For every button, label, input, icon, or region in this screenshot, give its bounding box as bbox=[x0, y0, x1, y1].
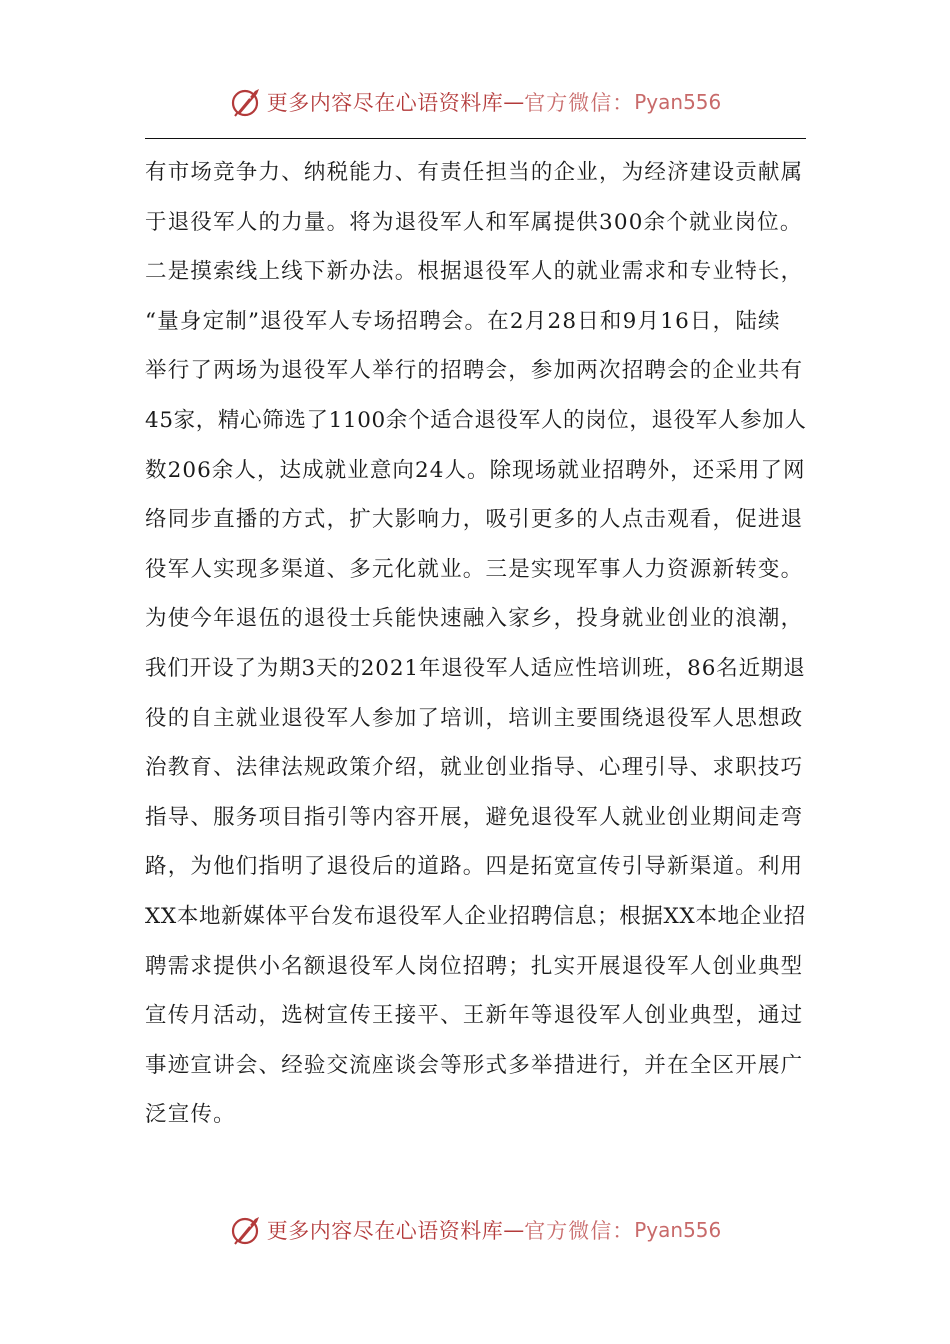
header-wechat-id: Pyan556 bbox=[634, 90, 722, 114]
header-rule bbox=[145, 138, 806, 139]
header-brand-text: 更多内容尽在心语资料库 bbox=[266, 91, 504, 115]
document-body bbox=[145, 148, 806, 1140]
quill-pen-logo-icon bbox=[229, 1213, 263, 1247]
footer-separator: — bbox=[503, 1218, 525, 1242]
body-line: 有市场竞争力、纳税能力、有责任担当的企业，为经济建设贡献属 bbox=[145, 160, 804, 185]
footer-brand-text: 更多内容尽在心语资料库 bbox=[266, 1219, 504, 1243]
body-line: 指导、服务项目指引等内容开展，避免退役军人就业创业期间走弯 bbox=[145, 804, 804, 830]
body-line: “量身定制”退役军人专场招聘会。在2月28日和9月16日，陆续 bbox=[145, 308, 781, 334]
body-line: 络同步直播的方式，扩大影响力，吸引更多的人点击观看，促进退 bbox=[145, 507, 804, 533]
body-line: 数206余人，达成就业意向24人。除现场就业招聘外，还采用了网 bbox=[145, 457, 806, 483]
header-banner bbox=[0, 80, 950, 124]
body-line: 宣传月活动，选树宣传王接平、王新年等退役军人创业典型，通过 bbox=[145, 1003, 804, 1029]
body-line: 事迹宣讲会、经验交流座谈会等形式多举措进行，并在全区开展广 bbox=[145, 1052, 804, 1078]
body-line: 聘需求提供小名额退役军人岗位招聘；扎实开展退役军人创业典型 bbox=[145, 953, 804, 979]
body-line: 我们开设了为期3天的2021年退役军人适应性培训班，86名近期退 bbox=[145, 655, 806, 681]
footer-wechat-id: Pyan556 bbox=[634, 1218, 722, 1242]
body-line: 役军人实现多渠道、多元化就业。三是实现军事人力资源新转变。 bbox=[145, 556, 804, 582]
body-line: 45家，精心筛选了1100余个适合退役军人的岗位，退役军人参加人 bbox=[145, 407, 807, 433]
header-separator: — bbox=[503, 90, 525, 114]
body-line: 役的自主就业退役军人参加了培训，培训主要围绕退役军人思想政 bbox=[145, 705, 804, 731]
body-line: 举行了两场为退役军人举行的招聘会，参加两次招聘会的企业共有 bbox=[145, 358, 804, 384]
body-line: 治教育、法律法规政策介绍，就业创业指导、心理引导、求职技巧 bbox=[145, 755, 804, 781]
body-line: XX本地新媒体平台发布退役军人企业招聘信息；根据XX本地企业招 bbox=[145, 903, 806, 929]
body-line: 二是摸索线上线下新办法。根据退役军人的就业需求和专业特长， bbox=[145, 259, 804, 285]
footer-banner bbox=[0, 1208, 950, 1252]
body-line: 路，为他们指明了退役后的道路。四是拓宽宣传引导新渠道。利用 bbox=[145, 854, 804, 880]
header-wechat-label: 官方微信： bbox=[524, 91, 635, 115]
body-line: 泛宣传。 bbox=[145, 1102, 236, 1128]
body-line: 为使今年退伍的退役士兵能快速融入家乡，投身就业创业的浪潮， bbox=[145, 606, 804, 632]
body-line: 于退役军人的力量。将为退役军人和军属提供300余个就业岗位。 bbox=[145, 209, 803, 235]
footer-wechat-label: 官方微信： bbox=[524, 1219, 635, 1243]
quill-pen-logo-icon bbox=[229, 85, 263, 119]
